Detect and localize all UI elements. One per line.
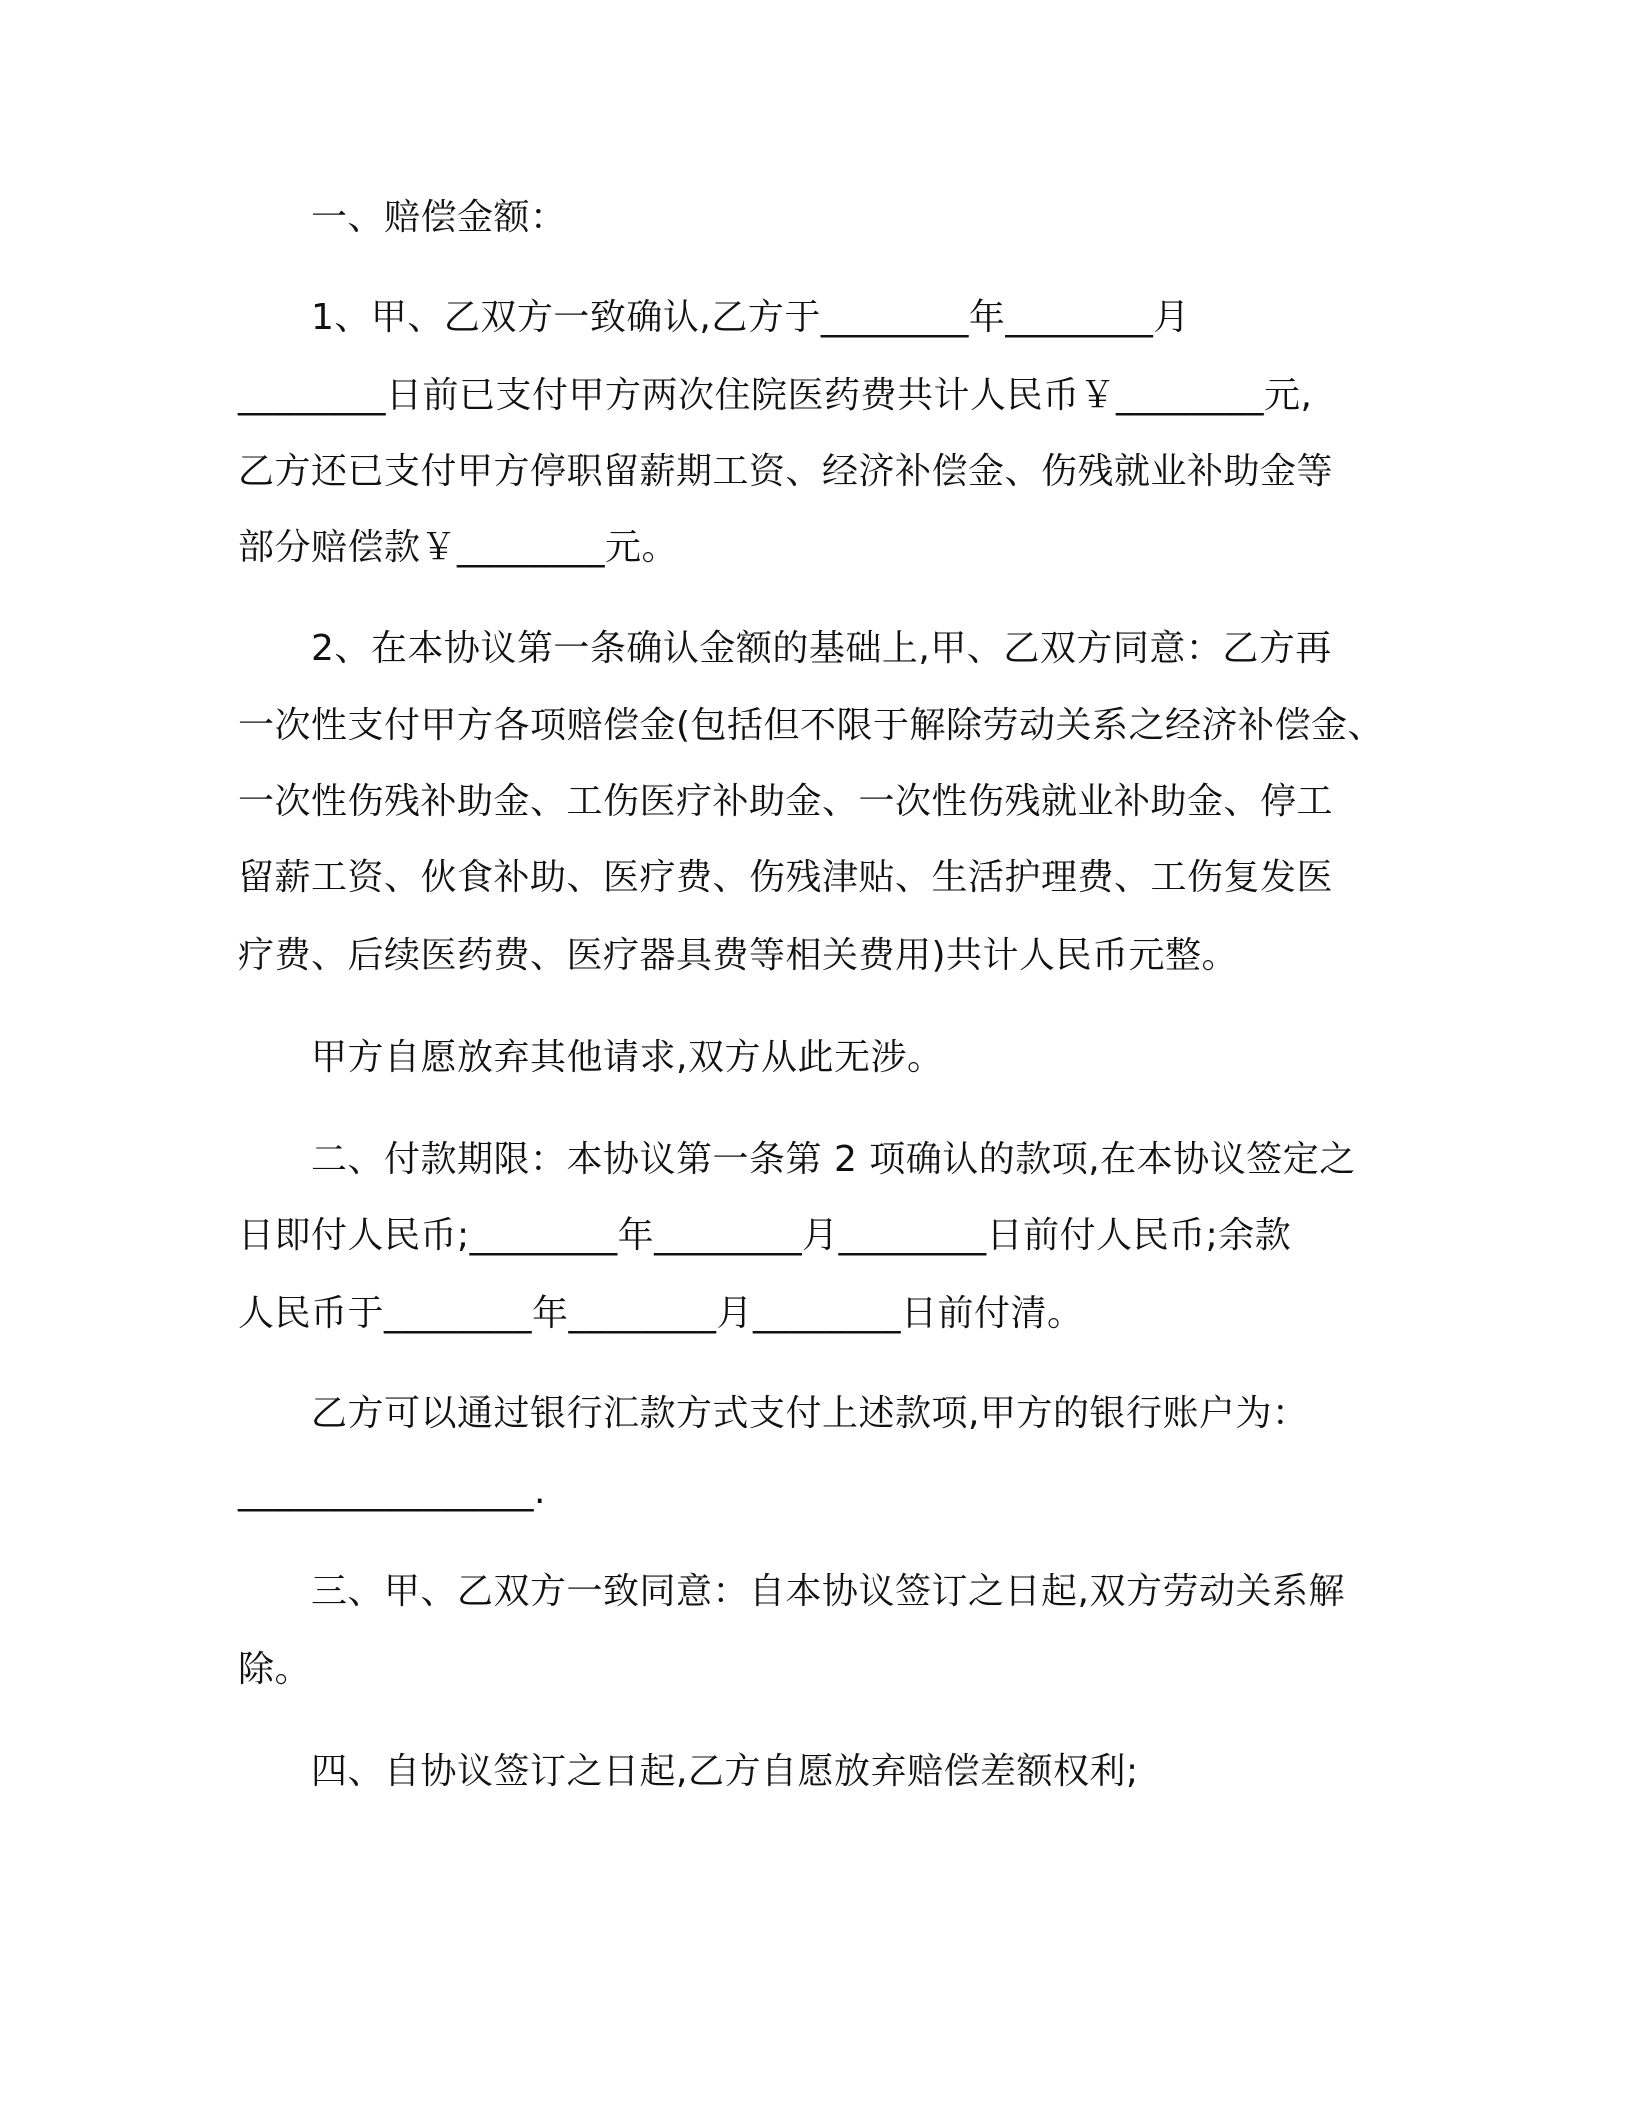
item2-line2: 一次性支付甲方各项赔偿金(包括但不限于解除劳动关系之经济补偿金、: [238, 705, 1385, 746]
item2-line1: 2、在本协议第一条确认金额的基础上,甲、乙双方同意：乙方再: [311, 628, 1332, 669]
section2-line3: 人民币于________年________月________日前付清。: [238, 1293, 1084, 1334]
bank-account-blank: ________________.: [238, 1471, 546, 1512]
section1-heading: 一、赔偿金额：: [311, 197, 567, 238]
item1-line4: 部分赔偿款￥________元。: [238, 527, 679, 568]
item1-line1: 1、甲、乙双方一致确认,乙方于________年________月: [311, 297, 1190, 338]
item2-line3: 一次性伤残补助金、工伤医疗补助金、一次性伤残就业补助金、停工: [238, 781, 1334, 822]
section2-line2: 日即付人民币;________年________月________日前付人民币;余款: [238, 1215, 1292, 1256]
waiver-paragraph: 甲方自愿放弃其他请求,双方从此无涉。: [311, 1037, 944, 1078]
section3-line2: 除。: [238, 1649, 312, 1690]
section2-line1: 二、付款期限：本协议第一条第 2 项确认的款项,在本协议签定之: [311, 1139, 1356, 1180]
item2-line4: 留薪工资、伙食补助、医疗费、伤残津贴、生活护理费、工伤复发医: [238, 857, 1334, 898]
item1-line2: ________日前已支付甲方两次住院医药费共计人民币￥________元,: [238, 375, 1313, 416]
section3-line1: 三、甲、乙双方一致同意：自本协议签订之日起,双方劳动关系解: [311, 1571, 1345, 1612]
bank-line1: 乙方可以通过银行汇款方式支付上述款项,甲方的银行账户为：: [311, 1393, 1309, 1434]
section4-paragraph: 四、自协议签订之日起,乙方自愿放弃赔偿差额权利;: [311, 1751, 1139, 1792]
item2-line5: 疗费、后续医药费、医疗器具费等相关费用)共计人民币元整。: [238, 935, 1239, 976]
item1-line3: 乙方还已支付甲方停职留薪期工资、经济补偿金、伤残就业补助金等: [238, 451, 1334, 492]
